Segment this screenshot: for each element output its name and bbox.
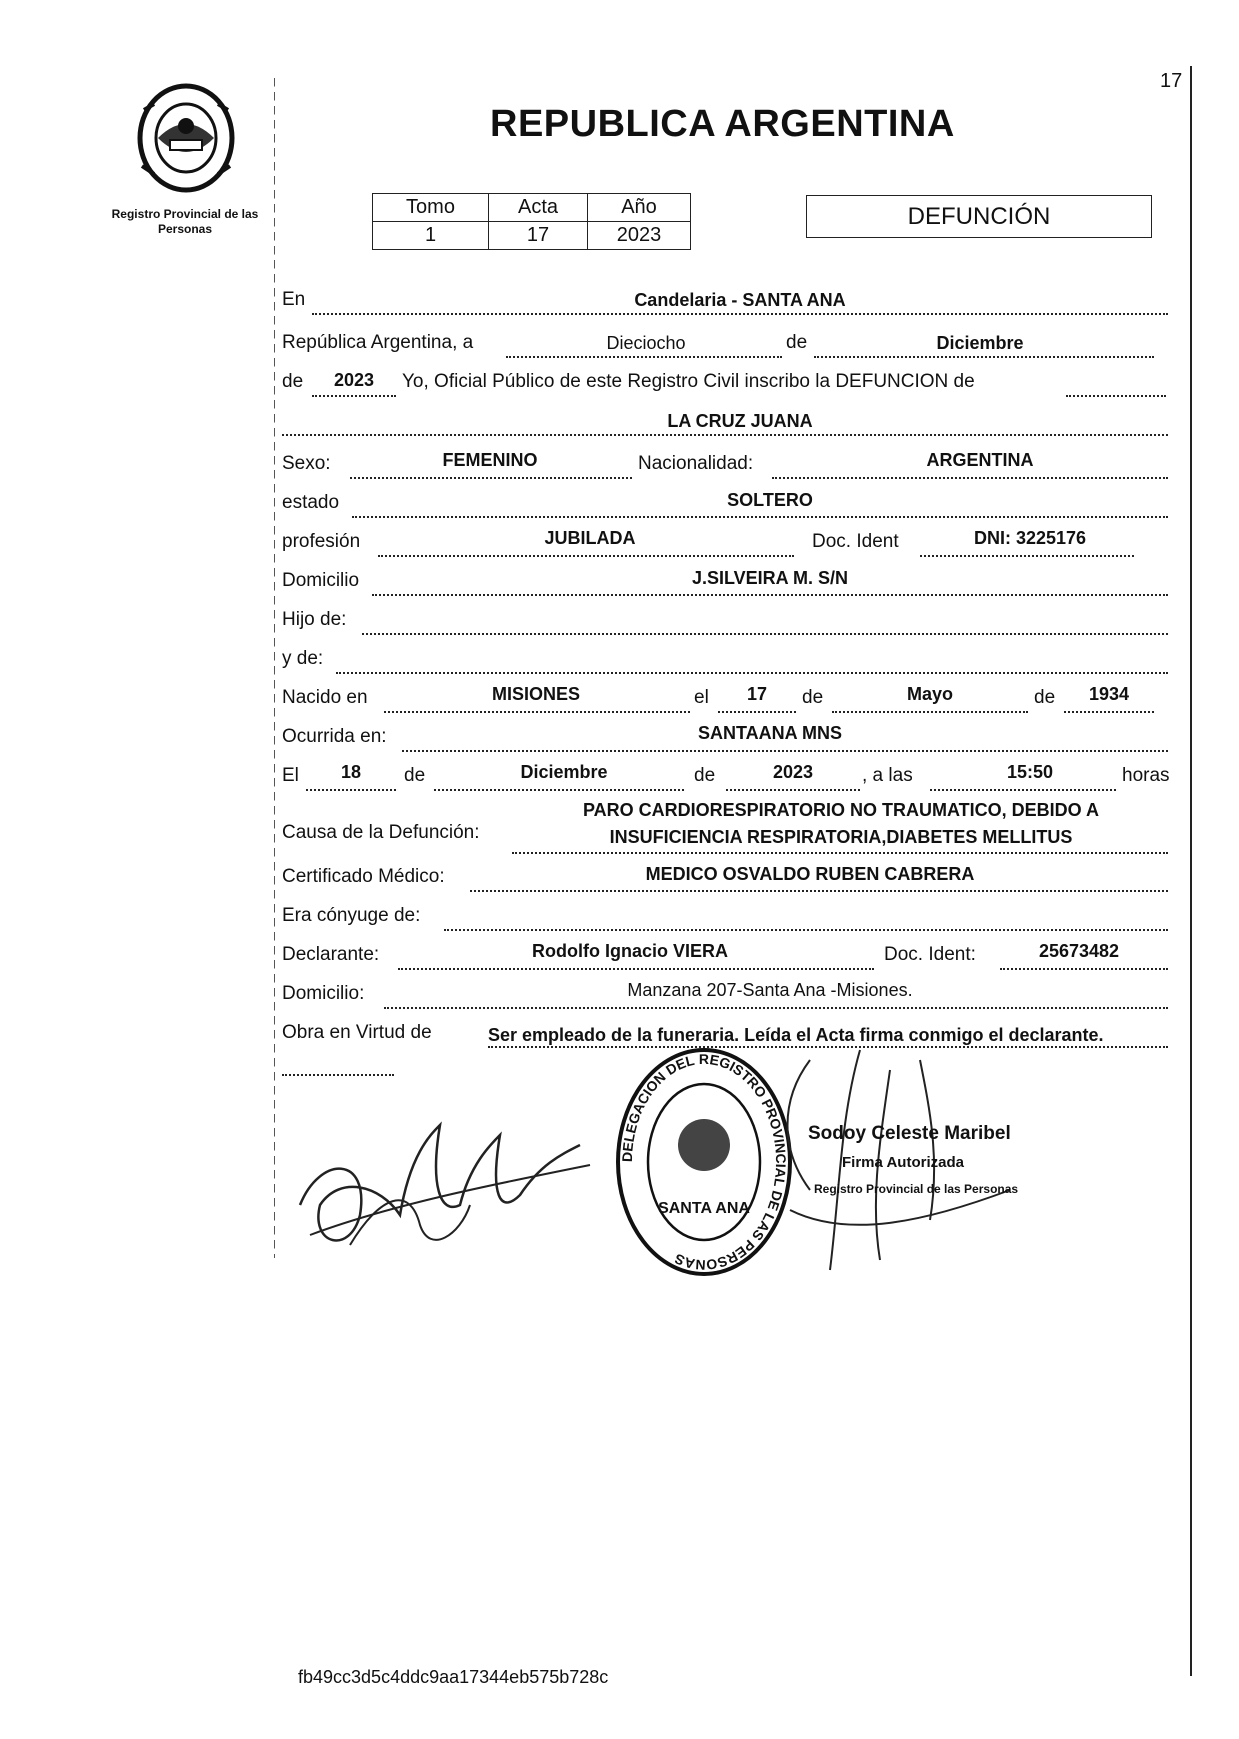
ocurrida-line [402,750,1168,752]
hijo-de-line [362,633,1168,635]
estado-label: estado [282,492,340,513]
domicilio-value: J.SILVEIRA M. S/N [691,568,849,588]
place-value: Candelaria - SANTA ANA [634,290,846,310]
death-time-line [930,789,1116,791]
deceased-name-value: LA CRUZ JUANA [667,411,813,431]
estado-line [352,516,1168,518]
month-line [814,356,1154,358]
official-office: Registro Provincial de las Personas [814,1182,1019,1196]
hijo-de-label: Hijo de: [282,609,347,630]
stamp-center-text: SANTA ANA [658,1200,750,1217]
domicilio-label: Domicilio [282,570,360,591]
y-de-label: y de: [282,648,324,669]
register-value-tomo: 1 [373,222,489,250]
de-label-1: de [786,332,808,353]
de-label-5: de [404,765,426,786]
birth-month-line [832,711,1028,713]
conyuge-label: Era cónyuge de: [282,905,421,926]
nacido-value: MISIONES [491,684,580,704]
register-value-ano: 2023 [588,222,691,250]
death-day-line [306,789,396,791]
causa-line-1: PARO CARDIORESPIRATORIO NO TRAUMATICO, DEBIDO A [582,800,1099,820]
register-header-tomo: Tomo [373,194,489,222]
death-year-line [726,789,860,791]
declarante-label: Declarante: [282,944,380,965]
ocurrida-label: Ocurrida en: [282,726,387,747]
conyuge-line [444,929,1168,931]
nacionalidad-line [772,477,1168,479]
year-value: 2023 [333,370,375,390]
sexo-line [350,477,632,479]
de-label-2: de [282,371,304,392]
certificado-label: Certificado Médico: [282,866,445,887]
declarante-doc-line [1000,968,1168,970]
doc-ident-label: Doc. Ident [812,531,899,552]
year-line [312,395,396,397]
certificado-value: MEDICO OSVALDO RUBEN CABRERA [645,864,975,884]
doc-ident-line [920,555,1134,557]
obra-label: Obra en Virtud de [282,1022,432,1043]
right-margin-rule [1190,66,1192,1676]
official-stamp [614,1045,794,1279]
obra-text: Ser empleado de la funeraria. Leída el Acta firma conmigo el declarante. [488,1025,1104,1045]
page-number: 17 [1160,70,1183,92]
causa-line [512,852,1168,854]
profesion-value: JUBILADA [544,528,636,548]
nacionalidad-value: ARGENTINA [926,450,1034,470]
en-label: En [282,289,306,310]
register-table [372,193,691,250]
death-day-value: 18 [340,762,362,782]
declarante-domicilio-value: Manzana 207-Santa Ana -Misiones. [627,980,913,1000]
domicilio2-line [384,1007,1168,1009]
death-month-value: Diciembre [520,762,608,782]
domicilio-line [372,594,1168,596]
de-label-6: de [694,765,716,786]
horas-label: horas [1122,765,1170,786]
page-title: REPUBLICA ARGENTINA [490,103,955,145]
el2-label: El [282,765,299,786]
doc-ident2-label: Doc. Ident: [884,944,976,965]
death-year-value: 2023 [772,762,814,782]
de-label-4: de [1034,687,1056,708]
declarant-signature [290,1095,610,1265]
y-de-line [336,672,1168,674]
day-line [506,356,782,358]
causa-label: Causa de la Defunción: [282,822,480,843]
declarante-doc-value: 25673482 [1038,941,1120,961]
birth-year-value: 1934 [1088,684,1130,704]
register-header-ano: Año [588,194,691,222]
stamp-ring-text: DELEGACION DEL REGISTRO PROVINCIAL DE LAS PERSONAS [618,1050,790,1274]
causa-line-2: INSUFICIENCIA RESPIRATORIA,DIABETES MELLITUS [609,827,1073,847]
nacido-line [384,711,690,713]
birth-day-value: 17 [746,684,768,704]
republica-label: República Argentina, a [282,332,474,353]
el-label: el [694,687,709,708]
doc-ident-value: DNI: 3225176 [973,528,1087,548]
day-words-value: Dieciocho [606,333,686,353]
a-las-label: , a las [862,765,913,786]
official-role: Firma Autorizada [842,1154,964,1171]
birth-day-line [718,711,796,713]
month-value: Diciembre [936,333,1024,353]
place-line [312,313,1168,315]
name-line [282,434,1168,436]
nacionalidad-label: Nacionalidad: [638,453,754,474]
document-type-box: DEFUNCIÓN [806,195,1152,238]
logo-caption: Registro Provincial de las Personas [111,207,259,236]
nacido-label: Nacido en [282,687,368,708]
declaration-text: Yo, Oficial Público de este Registro Civil inscribo la DEFUNCION de [402,371,975,392]
register-value-acta: 17 [489,222,588,250]
declarante-line [398,968,874,970]
obra-line-2 [282,1074,394,1076]
birth-month-value: Mayo [906,684,953,704]
official-name: Sodoy Celeste Maribel [808,1123,1011,1144]
register-header-acta: Acta [489,194,588,222]
ocurrida-value: SANTAANA MNS [698,723,842,743]
declaration-line [1066,395,1166,397]
profesion-label: profesión [282,531,361,552]
left-margin-rule [274,78,275,1258]
certificado-line [470,890,1168,892]
death-time-value: 15:50 [1006,762,1054,782]
sexo-label: Sexo: [282,453,331,474]
estado-value: SOLTERO [727,490,813,510]
de-label-3: de [802,687,824,708]
declarante-value: Rodolfo Ignacio VIERA [532,941,728,961]
provincial-emblem-logo [130,80,242,196]
birth-year-line [1064,711,1154,713]
document-hash: fb49cc3d5c4ddc9aa17344eb575b728c [298,1667,609,1687]
death-month-line [434,789,684,791]
sexo-value: FEMENINO [442,450,538,470]
domicilio2-label: Domicilio: [282,983,365,1004]
profesion-line [378,555,794,557]
